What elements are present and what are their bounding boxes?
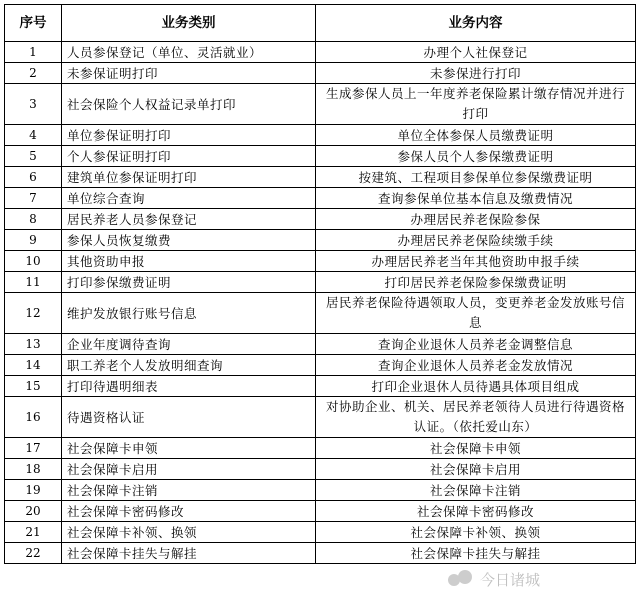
table-row <box>5 42 636 63</box>
row-content: 查询参保单位基本信息及缴费情况 <box>316 188 636 209</box>
watermark-text: 今日诸城 <box>480 570 541 589</box>
table-header-row <box>5 5 636 42</box>
table-row <box>5 438 636 459</box>
table-row <box>5 230 636 251</box>
row-content: 办理居民养老保险续缴手续 <box>316 230 636 251</box>
row-category: 社会保障卡启用 <box>62 459 316 480</box>
row-content: 打印企业退休人员待遇具体项目组成 <box>316 376 636 397</box>
row-no: 1 <box>5 42 62 63</box>
row-category: 职工养老个人发放明细查询 <box>62 355 316 376</box>
row-no: 17 <box>5 438 62 459</box>
row-content: 社会保障卡注销 <box>316 480 636 501</box>
row-no: 12 <box>5 293 62 334</box>
row-category: 打印待遇明细表 <box>62 376 316 397</box>
row-content: 打印居民养老保险参保缴费证明 <box>316 272 636 293</box>
row-no: 5 <box>5 146 62 167</box>
row-no: 9 <box>5 230 62 251</box>
table-row <box>5 543 636 564</box>
row-no: 22 <box>5 543 62 564</box>
row-category: 打印参保缴费证明 <box>62 272 316 293</box>
table-row <box>5 522 636 543</box>
row-category: 个人参保证明打印 <box>62 146 316 167</box>
row-content: 社会保障卡挂失与解挂 <box>316 543 636 564</box>
row-category: 企业年度调待查询 <box>62 334 316 355</box>
row-category: 单位参保证明打印 <box>62 125 316 146</box>
row-no: 7 <box>5 188 62 209</box>
business-table <box>4 4 636 564</box>
row-category: 人员参保登记（单位、灵活就业） <box>62 42 316 63</box>
row-content: 居民养老保险待遇领取人员，变更养老金发放账号信息 <box>316 293 636 334</box>
row-category: 社会保障卡申领 <box>62 438 316 459</box>
row-no: 21 <box>5 522 62 543</box>
row-category: 社会保障卡补领、换领 <box>62 522 316 543</box>
row-no: 18 <box>5 459 62 480</box>
table-row <box>5 209 636 230</box>
row-no: 3 <box>5 84 62 125</box>
row-no: 20 <box>5 501 62 522</box>
row-content: 单位全体参保人员缴费证明 <box>316 125 636 146</box>
table-row <box>5 272 636 293</box>
row-category: 社会保障卡密码修改 <box>62 501 316 522</box>
row-category: 建筑单位参保证明打印 <box>62 167 316 188</box>
row-no: 13 <box>5 334 62 355</box>
row-category: 单位综合查询 <box>62 188 316 209</box>
row-content: 社会保障卡密码修改 <box>316 501 636 522</box>
row-no: 4 <box>5 125 62 146</box>
table-row <box>5 334 636 355</box>
row-category: 其他资助申报 <box>62 251 316 272</box>
table-row <box>5 251 636 272</box>
row-content: 社会保障卡补领、换领 <box>316 522 636 543</box>
header-no: 序号 <box>5 5 62 42</box>
table-row <box>5 376 636 397</box>
row-content: 办理个人社保登记 <box>316 42 636 63</box>
row-no: 14 <box>5 355 62 376</box>
table-row <box>5 355 636 376</box>
row-category: 维护发放银行账号信息 <box>62 293 316 334</box>
row-content: 查询企业退休人员养老金发放情况 <box>316 355 636 376</box>
table-row <box>5 63 636 84</box>
row-no: 6 <box>5 167 62 188</box>
row-category: 社会保障卡注销 <box>62 480 316 501</box>
table-row <box>5 125 636 146</box>
row-no: 16 <box>5 397 62 438</box>
table-row <box>5 167 636 188</box>
header-category: 业务类别 <box>62 5 316 42</box>
row-no: 15 <box>5 376 62 397</box>
row-category: 参保人员恢复缴费 <box>62 230 316 251</box>
row-category: 居民养老人员参保登记 <box>62 209 316 230</box>
table-row <box>5 293 636 334</box>
row-content: 对协助企业、机关、居民养老领待人员进行待遇资格认证。（依托爱山东） <box>316 397 636 438</box>
table-row <box>5 501 636 522</box>
row-category: 社会保障卡挂失与解挂 <box>62 543 316 564</box>
watermark <box>448 566 628 592</box>
table-row <box>5 459 636 480</box>
row-no: 11 <box>5 272 62 293</box>
row-content: 生成参保人员上一年度养老保险累计缴存情况并进行打印 <box>316 84 636 125</box>
row-content: 按建筑、工程项目参保单位参保缴费证明 <box>316 167 636 188</box>
row-content: 未参保进行打印 <box>316 63 636 84</box>
row-no: 10 <box>5 251 62 272</box>
row-content: 社会保障卡申领 <box>316 438 636 459</box>
table-row <box>5 84 636 125</box>
row-category: 社会保险个人权益记录单打印 <box>62 84 316 125</box>
table-row <box>5 397 636 438</box>
row-no: 19 <box>5 480 62 501</box>
row-content: 参保人员个人参保缴费证明 <box>316 146 636 167</box>
row-no: 2 <box>5 63 62 84</box>
logo-icon <box>448 570 474 588</box>
table-row <box>5 480 636 501</box>
table-row <box>5 146 636 167</box>
row-no: 8 <box>5 209 62 230</box>
row-content: 办理居民养老保险参保 <box>316 209 636 230</box>
row-category: 待遇资格认证 <box>62 397 316 438</box>
row-content: 社会保障卡启用 <box>316 459 636 480</box>
row-category: 未参保证明打印 <box>62 63 316 84</box>
row-content: 查询企业退休人员养老金调整信息 <box>316 334 636 355</box>
table-row <box>5 188 636 209</box>
header-content: 业务内容 <box>316 5 636 42</box>
row-content: 办理居民养老当年其他资助申报手续 <box>316 251 636 272</box>
